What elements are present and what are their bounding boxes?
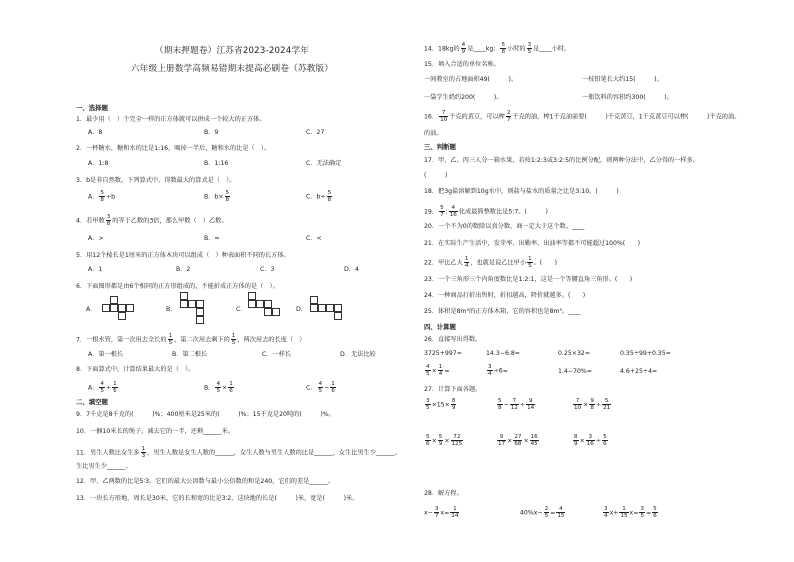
q8-option-c: C． $\frac{4}{5}$ − $\frac{1}{6}$ <box>306 381 335 394</box>
section-fill: 二、填空题 <box>76 398 108 406</box>
q4-option-a: A．> <box>88 235 104 242</box>
q6-option-d: D． <box>296 306 307 313</box>
q27-expression: $\frac{7}{10}$ × $\frac{9}{8}$ ÷ $\frac{5}{21}$ <box>574 398 611 411</box>
q3-option-a: A． $\frac{5}{8}$ ÷b <box>88 190 116 203</box>
question-23: 23．一个三角形三个内角度数比是1:2:1，这是一个等腰直角三角形。( ) <box>424 276 633 283</box>
title-line-1: （期末押题卷）江苏省2023-2024学年 <box>154 46 310 56</box>
question-22: 22．甲比乙大 $\frac{1}{4}$ ，也就是说乙比甲小 $\frac{1}{5}$ 。( ) <box>424 256 558 269</box>
question-13: 13．一块长方形地，周长是30米，它的长和宽的比是3∶2，这块地的长是( )米，宽是( )米。 <box>76 495 359 502</box>
q26-item-8: 4.6+25÷4= <box>620 368 658 375</box>
q27-expression: $\frac{9}{17}$ × $\frac{27}{68}$ × $\frac{16}{45}$ <box>498 434 538 447</box>
q15-c: 一袋学生奶约200( )。 <box>424 94 503 101</box>
equation-3: $\frac{3}{4}$ x+ $\frac{1}{15}$ x= $\frac{3}{5}$ = $\frac{5}{6}$ <box>604 506 657 519</box>
q7-option-a: A．第一根长 <box>88 351 124 358</box>
question-4: 4．若甲数 $\frac{3}{8}$ 的等于乙数的3倍，那么甲数（ ）乙数。 <box>76 214 228 227</box>
q17-blank: ( ) <box>424 172 448 179</box>
question-2: 2．一杯糖水，糖和水的比是1:16，喝掉一半后，糖和水的比是（ ）。 <box>76 145 271 152</box>
title-line-2: 六年级上册数学高频易错期末提高必刷卷（苏教版） <box>130 64 334 74</box>
q2-option-c: C．无法确定 <box>306 160 342 167</box>
section-calc: 四、计算题 <box>424 323 456 331</box>
q26-item-5: $\frac{4}{5}$ × $\frac{1}{4}$ = <box>426 364 450 377</box>
q7-option-b: B．第二根长 <box>172 351 208 358</box>
question-15: 15．填入合适的单位名称。 <box>424 61 500 68</box>
question-17: 17．甲、乙、丙三人分一箱水果，若按1:2:3或3:2:5的比例分配，则两种分法中，乙分得的一样多。 <box>424 157 699 164</box>
q6-option-a: A． <box>86 306 97 313</box>
question-10: 10．一捆10米长的绳子，减去它的一半，还剩______米。 <box>76 428 235 435</box>
question-11-cont: 生比男生少______。 <box>76 463 132 470</box>
q5-option-d: D．4 <box>344 266 359 273</box>
q15-a: 一间教室的占地面积49( )。 <box>424 76 518 83</box>
q26-item-7: 1.4−70%= <box>558 368 592 375</box>
question-24: 24．一种商品打折出售时，折扣越高，降价就越多。( ) <box>424 292 586 299</box>
q2-option-b: B．1:16 <box>204 160 229 167</box>
q26-item-1: 3725+997= <box>424 350 462 357</box>
q26-item-2: 14.3−6.8= <box>486 350 520 357</box>
section-judge: 三、判断题 <box>424 143 456 151</box>
q1-option-a: A．8 <box>88 129 103 136</box>
equation-2: 40%x− $\frac{2}{5}$ = $\frac{4}{15}$ <box>520 506 565 519</box>
question-28: 28．解方程。 <box>424 490 463 497</box>
q8-option-b: B． $\frac{4}{5}$ × $\frac{1}{6}$ <box>204 381 233 394</box>
question-14: 14．18kg的 $\frac{4}{9}$ 是____kg； $\frac{5}{8}$ 小时的 $\frac{3}{5}$ 是____小时。 <box>424 42 571 55</box>
q26-item-4: 0.35÷99+0.35= <box>620 350 671 357</box>
q3-option-b: B．b× $\frac{5}{8}$ <box>204 190 230 203</box>
equation-1: x− $\frac{3}{7}$ x= $\frac{1}{14}$ <box>424 506 459 519</box>
question-7: 7．一根水管，第一次用去全长的 $\frac{1}{5}$ ，第二次用去剩下的 $\frac{1}{5}$ ，两次用去的长度（ ） <box>76 333 306 346</box>
q5-option-b: B．2 <box>176 266 191 273</box>
question-19: 19． $\frac{5}{7}$ : $\frac{4}{16}$ 化成最简整数比是5:7。( ) <box>424 205 548 218</box>
q26-item-6: $\frac{3}{4}$ ÷6= <box>488 364 508 377</box>
question-1: 1．最少用（ ）个完全一样的正方体就可以拼成一个较大的正方体。 <box>76 116 266 123</box>
q26-item-3: 0.25×32= <box>558 350 591 357</box>
section-choice: 一、选择题 <box>76 104 108 112</box>
question-25: 25．体积是8m³的正方体木箱，它的容积也是8m³。____ <box>424 308 581 315</box>
question-12: 12．甲、乙两数的比是5∶3，它们的最大公因数与最小公倍数的和是240，它们的差是______。 <box>76 478 335 485</box>
q5-option-a: A．1 <box>88 266 103 273</box>
question-6: 6．下面图形都是由6个相同的正方形组成的，不能折成正方体的是（ ）。 <box>76 283 279 290</box>
question-9: 9．7千克是8千克的( )%；400厘米是25米的( )%；15千克是20吨的( )%。 <box>76 411 335 418</box>
q4-option-c: C．< <box>306 235 322 242</box>
q27-expression: $\frac{3}{5}$ ×15× $\frac{8}{9}$ <box>426 398 456 411</box>
q3-option-c: C．b÷ $\frac{5}{8}$ <box>306 190 332 203</box>
q5-option-c: C．3 <box>260 266 275 273</box>
q7-option-c: C．一样长 <box>262 351 292 358</box>
q6-option-c: C． <box>236 306 247 313</box>
q1-option-b: B．9 <box>204 129 219 136</box>
q27-expression: $\frac{5}{8}$ − $\frac{7}{12}$ ÷ $\frac{9}{14}$ <box>498 398 535 411</box>
question-11: 11．男生人数比女生多 $\frac{1}{3}$ ，男生人数是女生人数的______，女生人数与男生人数的比是______，女生比男生少______。 <box>76 446 401 459</box>
q6-option-b: B． <box>166 306 177 313</box>
question-20: 20．一个不为0的数除以真分数，商一定大于这个数。____ <box>424 223 585 230</box>
question-5: 5．用12个棱长是1厘米的正方体木块可以组成（ ）种表面积不同的长方体。 <box>76 252 290 259</box>
q4-option-b: B．= <box>204 235 220 242</box>
q2-option-a: A．1:8 <box>88 160 109 167</box>
q7-option-d: D．无法比较 <box>340 351 376 358</box>
question-16: 16． $\frac{7}{10}$ 千克的黄豆，可以榨 $\frac{2}{7}$ 千克的油，榨1千克油需要( )千克黄豆，1千克黄豆可以榨( )千克的油。 <box>424 110 741 123</box>
question-21: 21．在实际生产生活中，发芽率、出勤率、出油率等都不可能超过100%( ) <box>424 240 641 247</box>
q27-expression: $\frac{5}{6}$ × $\frac{5}{9}$ × $\frac{72}{125}$ <box>426 434 463 447</box>
q15-d: 一瓶饮料的容积约300( )。 <box>582 94 673 101</box>
q27-expression: $\frac{8}{9}$ × $\frac{3}{16}$ ÷ $\frac{5}{6}$ <box>574 434 607 447</box>
question-18: 18．把3g盐溶解到10g水中，则盐与盐水的质量之比是3:10。( ) <box>424 188 619 195</box>
question-26: 26．直接写出得数。 <box>424 336 482 343</box>
q15-b: 一枝铅笔长大约15( )。 <box>582 76 663 83</box>
q1-option-c: C．27 <box>306 129 325 136</box>
question-3: 3．b是非自然数，下列算式中，得数最大的算式是（ ）。 <box>76 177 236 184</box>
q8-option-a: A． $\frac{4}{5}$ ÷ $\frac{1}{6}$ <box>88 381 117 394</box>
question-16-cont: 的油。 <box>424 130 443 137</box>
question-27: 27．计算下面各题。 <box>424 386 482 393</box>
question-8: 8．下面算式中，计算结果最大的是（ ）。 <box>76 366 195 373</box>
